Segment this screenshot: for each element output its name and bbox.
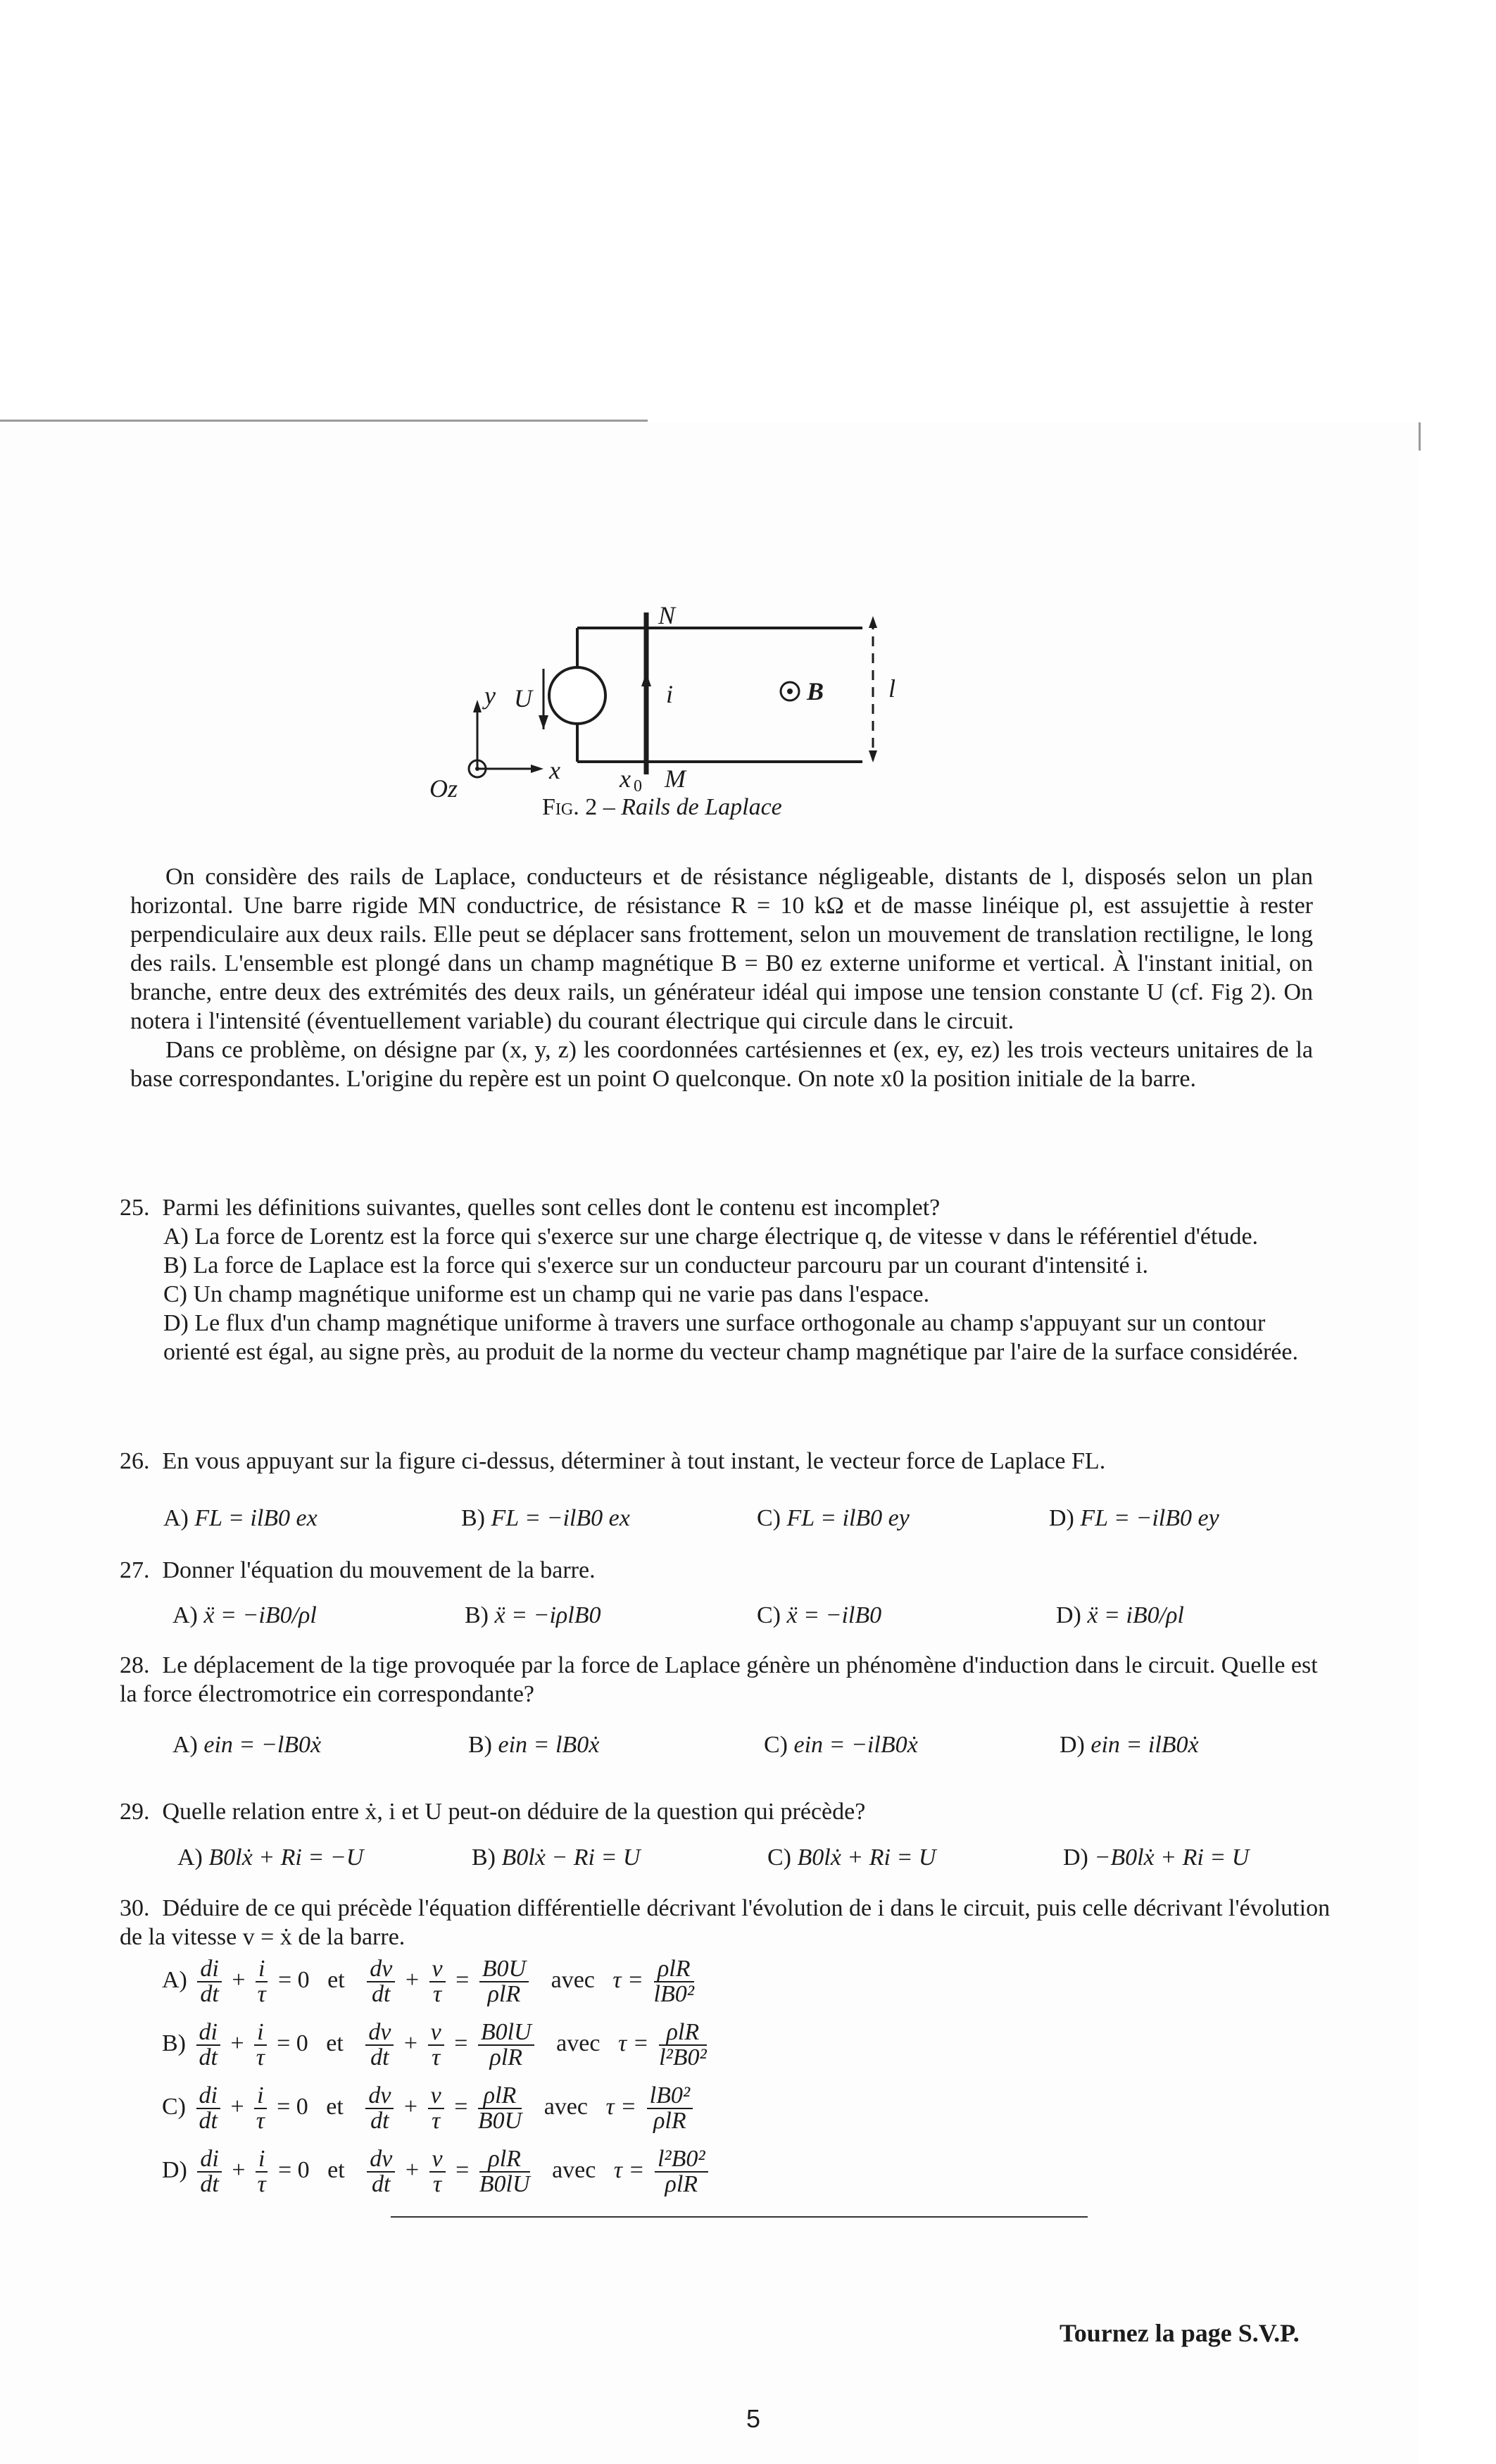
- question-text: Le déplacement de la tige provoquée par la force de Laplace génère un phénomène d'induction dans le circuit. Quelle est la force électromotrice ein correspondante?: [120, 1652, 1318, 1707]
- question-28: [120, 1651, 1338, 1709]
- label-i: i: [666, 680, 674, 708]
- q25-option-c: C) Un champ magnétique uniforme est un champ qui ne varie pas dans l'espace.: [163, 1281, 930, 1307]
- q28-option-d: D) ein = ilB0ẋ: [1060, 1732, 1199, 1758]
- turn-page-note: Tournez la page S.V.P.: [1060, 2319, 1300, 2347]
- question-number: 25.: [120, 1195, 150, 1221]
- intro-paragraph-2: Dans ce problème, on désigne par (x, y, z) les coordonnées cartésiennes et (ex, ey, ez) les trois vecteurs unitaires de la base correspondantes. L'origine du repère est un point O quelconque. On note x0 la position initiale de la barre.: [130, 1037, 1313, 1092]
- question-26: [120, 1447, 1338, 1476]
- q27-option-b: B) ẍ = −iρlB0: [465, 1602, 601, 1628]
- q25-option-a: A) La force de Lorentz est la force qui s'exerce sur une charge électrique q, de vitesse v dans le référentiel d'étude.: [163, 1224, 1259, 1250]
- q25-option-d: D) Le flux d'un champ magnétique uniforme à travers une surface orthogonale au champ s'appuyant sur un contour orienté est égal, au signe près, au produit de la norme du vecteur champ magnétique par l'aire de la surface considérée.: [163, 1310, 1298, 1365]
- q26-option-c: C) FL = ilB0 ey: [757, 1505, 910, 1531]
- generator-circle: [549, 667, 605, 724]
- q27-option-a: A) ẍ = −iB0/ρl: [172, 1602, 317, 1628]
- q27-option-c: C) ẍ = −ilB0: [757, 1602, 882, 1628]
- label-l: l: [888, 674, 896, 703]
- q27-option-d: D) ẍ = iB0/ρl: [1056, 1602, 1184, 1628]
- q30-option-d: D) $\frac{di}{dt}$ + $\frac{i}{\tau}$ = 0 et $\frac{dv}{dt}$ + $\frac{v}{\tau}$ = $\frac{\text{ρlR}}{B0lU}$ avec τ = $\frac{\text{l²B0²}}{\text{ρlR}}$: [162, 2147, 712, 2196]
- figure-caption: [542, 794, 782, 821]
- q25-option-b: B) La force de Laplace est la force qui s'exerce sur un conducteur parcouru par un courant d'intensité i.: [163, 1252, 1149, 1278]
- current-arrow: [641, 672, 651, 686]
- question-text: Parmi les définitions suivantes, quelles sont celles dont le contenu est incomplet?: [162, 1195, 941, 1221]
- q29-option-a: A) B0lẋ + Ri = −U: [177, 1844, 364, 1871]
- label-x0-sub: 0: [634, 777, 642, 796]
- question-number: 26.: [120, 1448, 150, 1474]
- question-text: Donner l'équation du mouvement de la barre.: [162, 1557, 596, 1583]
- label-m: M: [665, 765, 686, 793]
- label-n: N: [658, 601, 676, 629]
- question-30: [120, 1894, 1338, 1951]
- caption-prefix: Fig. 2 –: [542, 794, 615, 820]
- question-text: Quelle relation entre ẋ, i et U peut-on déduire de la question qui précède?: [162, 1799, 866, 1825]
- caption-title: Rails de Laplace: [621, 794, 782, 820]
- question-number: 29.: [120, 1799, 150, 1825]
- q29-option-d: D) −B0lẋ + Ri = U: [1063, 1844, 1250, 1871]
- label-b: B: [807, 677, 824, 705]
- question-27: [120, 1556, 1338, 1585]
- q29-option-b: B) B0lẋ − Ri = U: [472, 1844, 641, 1871]
- intro-paragraph-1: On considère des rails de Laplace, conducteurs et de résistance négligeable, distants de l, disposés selon un plan horizontal. Une barre rigide MN conductrice, de résistance R = 10 kΩ et de masse linéique ρl, est assujettie à rester perpendiculaire aux deux rails. Elle peut se déplacer sans frottement, selon un mouvement de translation rectiligne, le long des rails. L'ensemble est plongé dans un champ magnétique B = B0 ez externe uniforme et vertical. À l'instant initial, on branche, entre deux des extrémités des deux rails, un générateur idéal qui impose une tension constante U (cf. Fig 2). On notera i l'intensité (éventuellement variable) du courant électrique qui circule dans le circuit.: [130, 864, 1313, 1034]
- label-oz: Oz: [429, 774, 458, 803]
- q29-option-c: C) B0lẋ + Ri = U: [767, 1844, 936, 1871]
- q30-option-a: A) $\frac{di}{dt}$ + $\frac{i}{\tau}$ = 0 et $\frac{dv}{dt}$ + $\frac{v}{\tau}$ = $\frac{B0U}{\text{ρlR}}$ avec τ = $\frac{\text{ρlR}}{\text{lB0²}}$: [162, 1956, 694, 2007]
- label-u: U: [514, 684, 532, 712]
- label-x0: x: [620, 765, 631, 793]
- q26-option-b: B) FL = −ilB0 ex: [461, 1505, 630, 1531]
- q26-option-d: D) FL = −ilB0 ey: [1049, 1505, 1219, 1531]
- question-25: [120, 1193, 1338, 1366]
- page-number: 5: [746, 2404, 761, 2433]
- q30-option-b: B) $\frac{di}{dt}$ + $\frac{i}{\tau}$ = 0 et $\frac{dv}{dt}$ + $\frac{v}{\tau}$ = $\frac{B0lU}{\text{ρlR}}$ avec τ = $\frac{\text{ρlR}}{\text{l²B0²}}$: [162, 2019, 707, 2070]
- question-number: 27.: [120, 1557, 150, 1583]
- question-number: 28.: [120, 1652, 150, 1678]
- q26-option-a: A) FL = ilB0 ex: [163, 1505, 318, 1531]
- label-x: x: [549, 756, 560, 784]
- question-text: Déduire de ce qui précède l'équation différentielle décrivant l'évolution de i dans le circuit, puis celle décrivant l'évolution de la vitesse v = ẋ de la barre.: [120, 1895, 1331, 1950]
- q30-option-c: C) $\frac{di}{dt}$ + $\frac{i}{\tau}$ = 0 et $\frac{dv}{dt}$ + $\frac{v}{\tau}$ = $\frac{\text{ρlR}}{B0U}$ avec τ = $\frac{\text{lB0²}}{\text{ρlR}}$: [162, 2084, 697, 2133]
- question-number: 30.: [120, 1895, 150, 1921]
- q28-option-a: A) ein = −lB0ẋ: [172, 1732, 322, 1758]
- question-text: En vous appuyant sur la figure ci-dessus, déterminer à tout instant, le vecteur force de Laplace FL.: [162, 1448, 1106, 1474]
- separator-rule: [391, 2216, 1088, 2218]
- label-y: y: [484, 681, 496, 710]
- rails-figure: [0, 0, 1496, 845]
- q28-option-b: B) ein = lB0ẋ: [468, 1732, 600, 1758]
- q28-option-c: C) ein = −ilB0ẋ: [764, 1732, 918, 1758]
- question-29: [120, 1797, 1338, 1826]
- intro-block: [130, 862, 1313, 1093]
